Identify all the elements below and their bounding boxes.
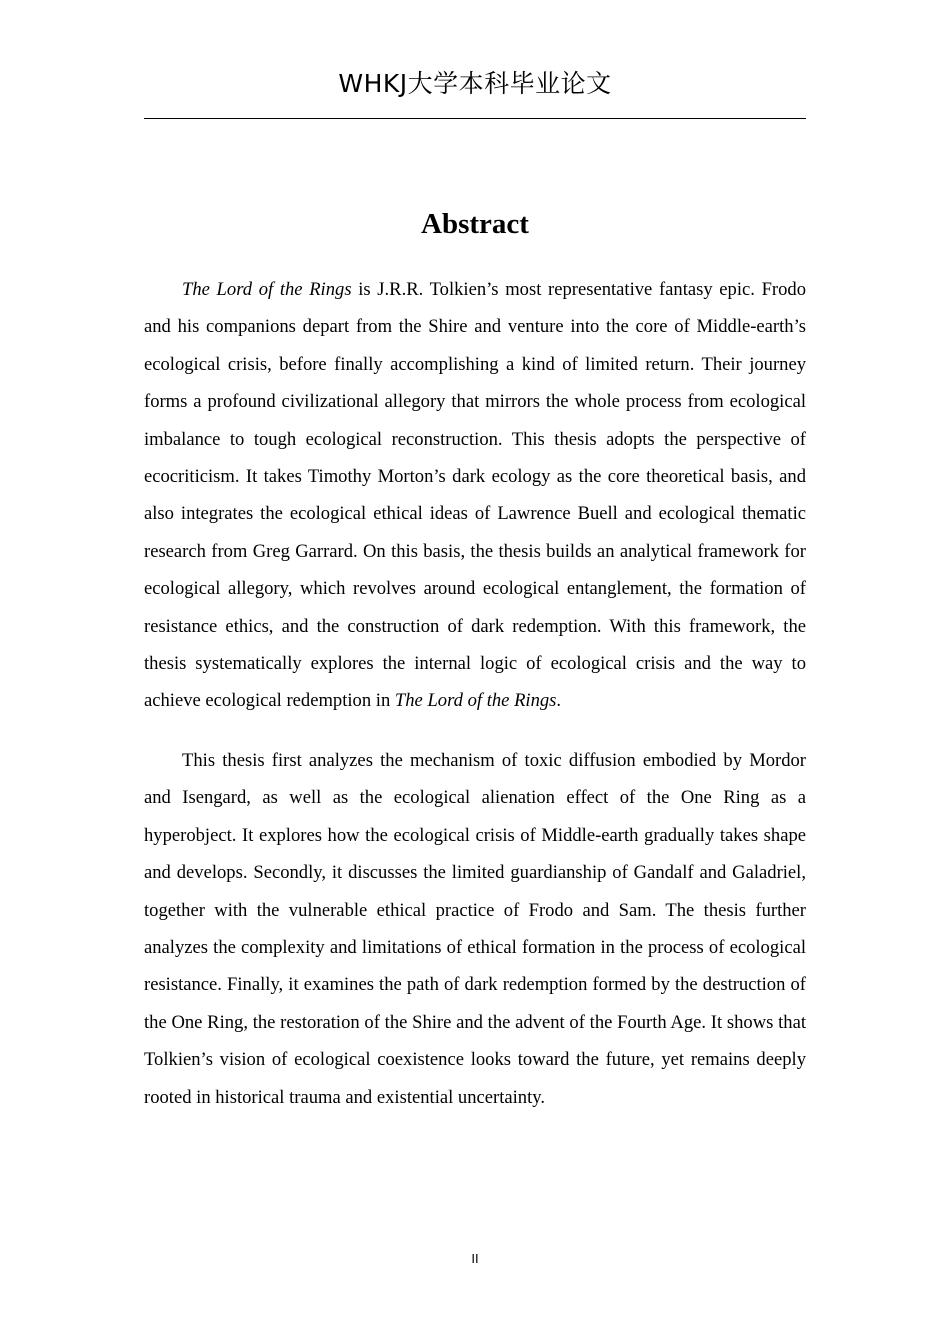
page-number: II	[471, 1251, 479, 1266]
paragraph-1-text-a: is J.R.R. Tolkien’s most representative fantasy epic. Frodo and his companions depart from the Shire and venture into the core of Middle-earth’s ecological crisis, before finally accomplishing a kind of limited return. Their journey forms a profound civilizational allegory that mirrors the whole process from ecological imbalance to tough ecological reconstruction. This thesis adopts the perspective of ecocriticism. It takes Timothy Morton’s dark ecology as the core theoretical basis, and also integrates the ecological ethical ideas of Lawrence Buell and ecological thematic research from Greg Garrard. On this basis, the thesis builds an analytical framework for ecological allegory, which revolves around ecological entanglement, the formation of resistance ethics, and the construction of dark redemption. With this framework, the thesis systematically explores the internal logic of ecological crisis and the way to achieve ecological redemption in	[144, 279, 807, 712]
abstract-body	[144, 271, 806, 1116]
page-header	[144, 64, 806, 119]
book-title-italic: The Lord of the Rings	[182, 279, 352, 300]
abstract-heading: Abstract	[421, 208, 529, 240]
abstract-paragraph-1	[144, 271, 806, 720]
header-title: WHKJ大学本科毕业论文	[338, 69, 612, 98]
abstract-paragraph-2: This thesis first analyzes the mechanism of toxic diffusion embodied by Mordor and Isengard, as well as the ecological alienation effect of the One Ring as a hyperobject. It explores how the ecological crisis of Middle-earth gradually takes shape and develops. Secondly, it discusses the limited guardianship of Gandalf and Galadriel, together with the vulnerable ethical practice of Frodo and Sam. The thesis further analyzes the complexity and limitations of ethical formation in the process of ecological resistance. Finally, it examines the path of dark redemption formed by the destruction of the One Ring, the restoration of the Shire and the advent of the Fourth Age. It shows that Tolkien’s vision of ecological coexistence looks toward the future, yet remains deeply rooted in historical trauma and existential uncertainty.	[144, 749, 806, 1108]
book-title-italic-2: The Lord of the Rings	[394, 690, 557, 712]
paragraph-1-text-b: .	[556, 690, 562, 712]
